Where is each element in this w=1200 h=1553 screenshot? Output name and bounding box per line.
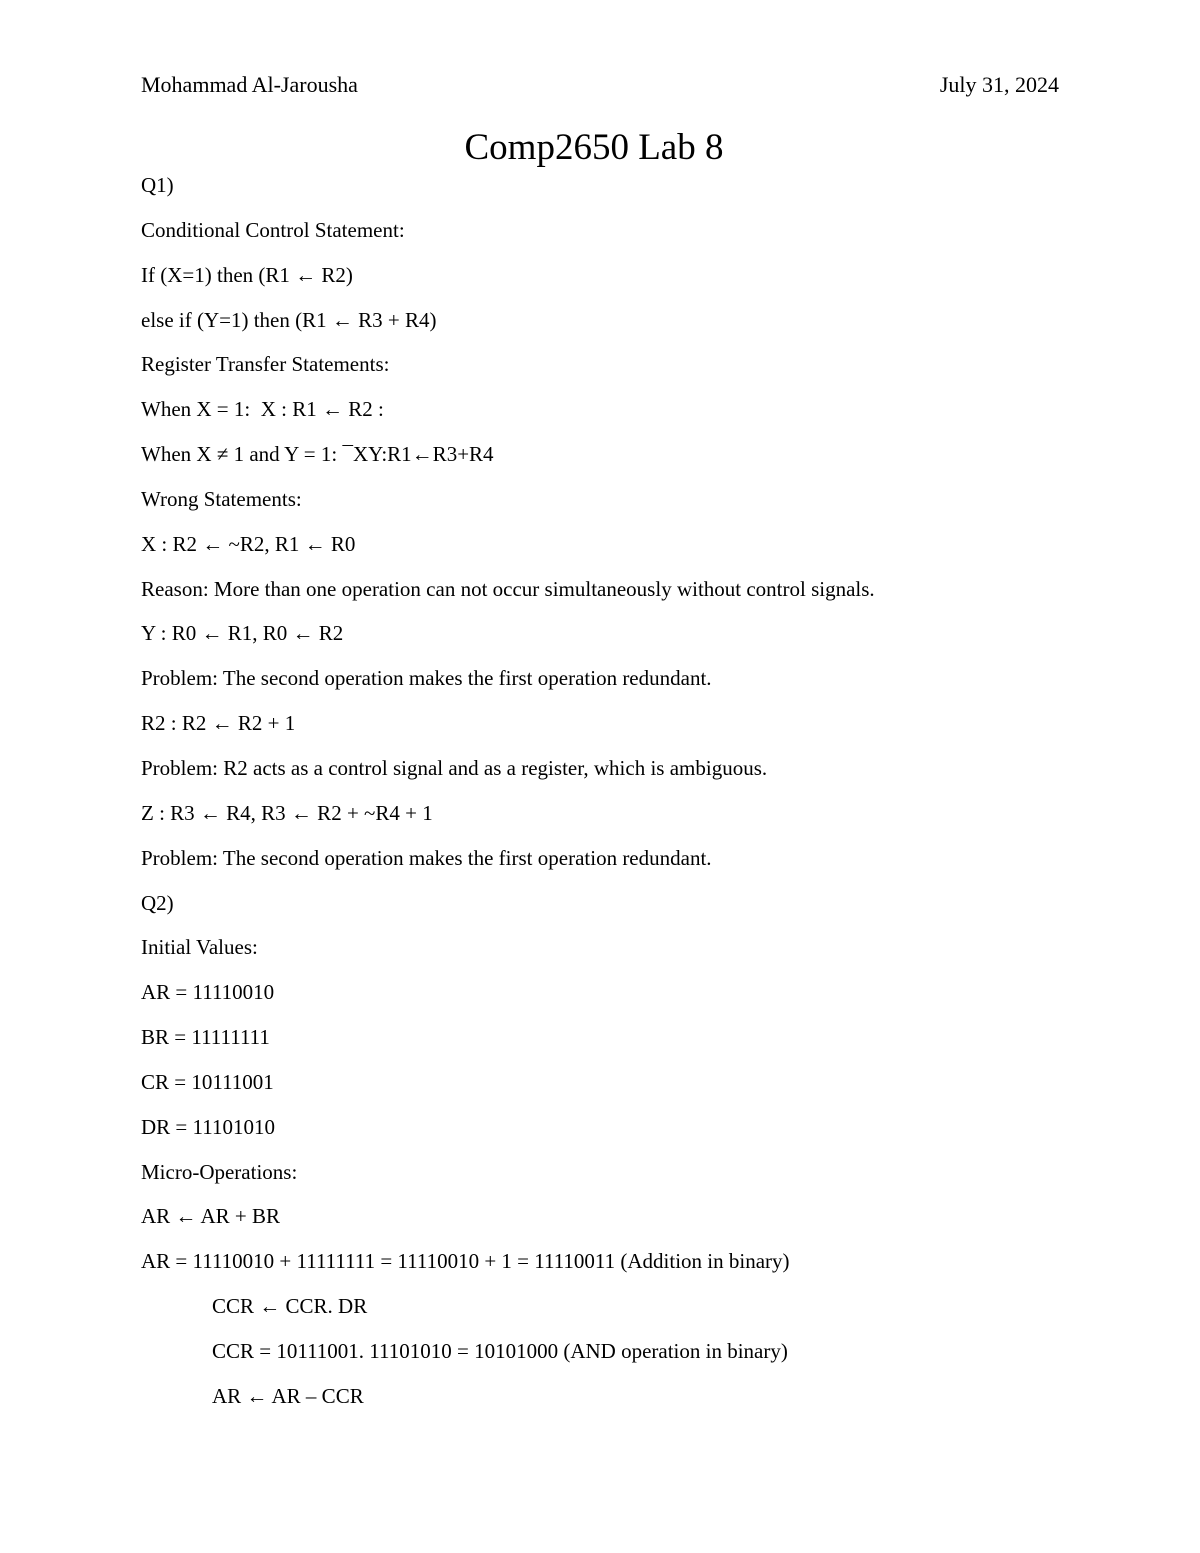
document-line: Y : R0 ← R1, R0 ← R2 xyxy=(141,621,344,646)
document-line: AR ← AR – CCR xyxy=(212,1383,364,1408)
document-line: AR ← AR + BR xyxy=(141,1204,281,1229)
document-line: X : R2 ← ~R2, R1 ← R0 xyxy=(141,531,356,556)
document-line: Q1) xyxy=(141,173,174,197)
document-line: Problem: The second operation makes the first operation redundant. xyxy=(141,666,712,691)
document-line: Problem: The second operation makes the first operation redundant. xyxy=(141,845,712,870)
document-line: Conditional Control Statement: xyxy=(141,217,405,242)
document-line: When X = 1: X : R1 ← R2 : xyxy=(141,397,384,422)
document-line: Z : R3 ← R4, R3 ← R2 + ~R4 + 1 xyxy=(141,800,433,825)
document-line: CR = 10111001 xyxy=(141,1069,274,1094)
header-author: Mohammad Al-Jarousha xyxy=(141,72,358,97)
document-line: CCR ← CCR. DR xyxy=(212,1294,368,1319)
document-line: BR = 11111111 xyxy=(141,1025,270,1050)
document-line: DR = 11101010 xyxy=(141,1114,275,1139)
document-line: When X ≠ 1 and Y = 1: ¯XY:R1←R3+R4 xyxy=(141,442,494,467)
document-line: Initial Values: xyxy=(141,935,258,960)
document-line: Register Transfer Statements: xyxy=(141,352,390,377)
document-line: AR = 11110010 xyxy=(141,980,275,1005)
document-line: Micro-Operations: xyxy=(141,1159,298,1184)
page-title: Comp2650 Lab 8 xyxy=(464,127,724,168)
document-line: else if (Y=1) then (R1 ← R3 + R4) xyxy=(141,307,437,332)
document-line: Q2) xyxy=(141,890,174,915)
document-line: Problem: R2 acts as a control signal and as a register, which is ambiguous. xyxy=(141,755,768,780)
header-date: July 31, 2024 xyxy=(939,72,1059,97)
document-line: CCR = 10111001. 11101010 = 10101000 (AND operation in binary) xyxy=(212,1338,788,1363)
document-body xyxy=(141,170,1101,1426)
document-line: AR = 11110010 + 11111111 = 11110010 + 1 = 11110011 (Addition in binary) xyxy=(141,1249,790,1274)
document-line: Wrong Statements: xyxy=(141,486,302,511)
document-line: Reason: More than one operation can not occur simultaneously without control signals. xyxy=(141,576,875,601)
document-line: R2 : R2 ← R2 + 1 xyxy=(141,711,296,736)
document-line: If (X=1) then (R1 ← R2) xyxy=(141,262,353,287)
